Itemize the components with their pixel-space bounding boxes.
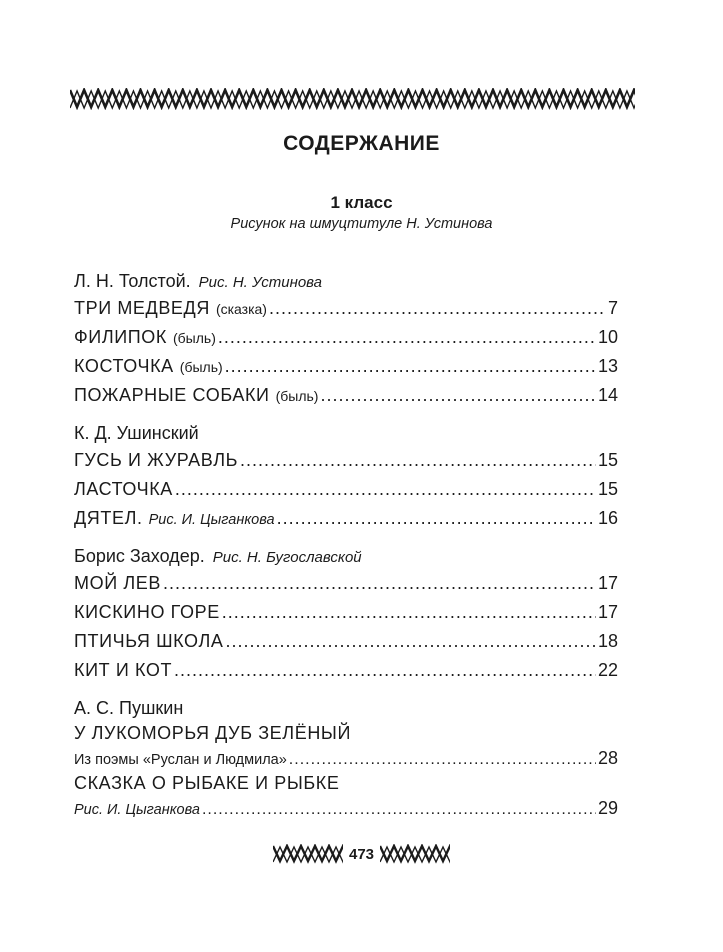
entry-title: ФИЛИПОК	[74, 327, 167, 347]
entry-page: 29	[597, 798, 618, 818]
toc-entry[interactable]	[74, 795, 618, 821]
entry-title: ЛАСТОЧКА	[74, 479, 173, 499]
author-line	[74, 543, 618, 569]
table-of-contents	[74, 268, 618, 821]
page-number: 473	[348, 845, 375, 863]
author-name: Л. Н. Толстой.	[74, 271, 191, 291]
toc-entry[interactable]	[74, 381, 618, 410]
entry-page: 13	[597, 356, 618, 376]
dot-leader	[225, 627, 596, 656]
page-title: СОДЕРЖАНИЕ	[283, 132, 440, 155]
toc-entry[interactable]	[74, 598, 618, 627]
entry-title: ПОЖАРНЫЕ СОБАКИ	[74, 385, 270, 405]
toc-entry[interactable]	[74, 446, 618, 475]
entry-title: ТРИ МЕДВЕДЯ	[74, 298, 210, 318]
toc-entry[interactable]	[74, 294, 618, 323]
toc-entry[interactable]	[74, 323, 618, 352]
entry-page: 17	[597, 602, 618, 622]
entry-note: (сказка)	[215, 301, 267, 317]
author-name: К. Д. Ушинский	[74, 423, 199, 443]
dot-leader	[240, 446, 596, 475]
toc-entry[interactable]	[74, 475, 618, 504]
author-line	[74, 268, 618, 294]
entry-page: 16	[597, 508, 618, 528]
grade-heading: 1 класс	[330, 193, 393, 212]
illustrator-credit: Рис. Н. Бугославской	[212, 549, 362, 566]
dot-leader	[320, 381, 596, 410]
entry-title: КИТ И КОТ	[74, 660, 173, 680]
dot-leader	[277, 504, 596, 533]
entry-title: МОЙ ЛЕВ	[74, 573, 161, 593]
entry-note: (быль)	[173, 330, 216, 346]
entry-title: ГУСЬ И ЖУРАВЛЬ	[74, 450, 239, 470]
entry-title: ДЯТЕЛ.	[74, 508, 143, 528]
dot-leader	[174, 656, 596, 685]
dot-leader	[218, 323, 596, 352]
entry-subtitle: Рис. И. Цыганкова	[74, 802, 200, 818]
entry-note: Рис. И. Цыганкова	[148, 512, 275, 528]
entry-title: ПТИЧЬЯ ШКОЛА	[74, 631, 224, 651]
entry-page: 17	[597, 573, 618, 593]
decorative-left-ornament	[273, 844, 343, 864]
entry-title[interactable]: У ЛУКОМОРЬЯ ДУБ ЗЕЛЁНЫЙ	[74, 723, 351, 743]
entry-page: 7	[607, 298, 618, 318]
entry-page: 18	[597, 631, 618, 651]
author-line	[74, 695, 618, 721]
entry-subtitle: Из поэмы «Руслан и Людмила»	[74, 752, 287, 768]
author-line	[74, 420, 618, 446]
illustrator-credit: Рис. Н. Устинова	[198, 274, 323, 291]
toc-entry[interactable]	[74, 627, 618, 656]
entry-page: 22	[597, 660, 618, 680]
entry-page: 14	[597, 385, 618, 405]
entry-page: 10	[597, 327, 618, 347]
entry-title: КОСТОЧКА	[74, 356, 174, 376]
decorative-top-border	[70, 88, 635, 110]
dot-leader	[175, 475, 596, 504]
toc-entry[interactable]	[74, 656, 618, 685]
entry-page: 28	[597, 748, 618, 768]
author-name: А. С. Пушкин	[74, 698, 184, 718]
entry-note: (быль)	[179, 359, 223, 375]
illustration-credit: Рисунок на шмуцтитуле Н. Устинова	[230, 216, 493, 232]
dot-leader	[202, 797, 596, 823]
toc-entry[interactable]	[74, 569, 618, 598]
dot-leader	[163, 569, 596, 598]
dot-leader	[222, 598, 596, 627]
entry-page: 15	[597, 479, 618, 499]
decorative-right-ornament	[380, 844, 450, 864]
dot-leader	[289, 747, 596, 773]
entry-title[interactable]: СКАЗКА О РЫБАКЕ И РЫБКЕ	[74, 773, 340, 793]
entry-page: 15	[597, 450, 618, 470]
entry-note: (быль)	[275, 388, 319, 404]
toc-entry[interactable]	[74, 745, 618, 771]
dot-leader	[269, 294, 606, 323]
dot-leader	[225, 352, 596, 381]
toc-entry[interactable]	[74, 504, 618, 533]
page-number-footer	[0, 843, 723, 865]
entry-title: КИСКИНО ГОРЕ	[74, 602, 220, 622]
author-name: Борис Заходер.	[74, 546, 205, 566]
toc-entry[interactable]	[74, 352, 618, 381]
